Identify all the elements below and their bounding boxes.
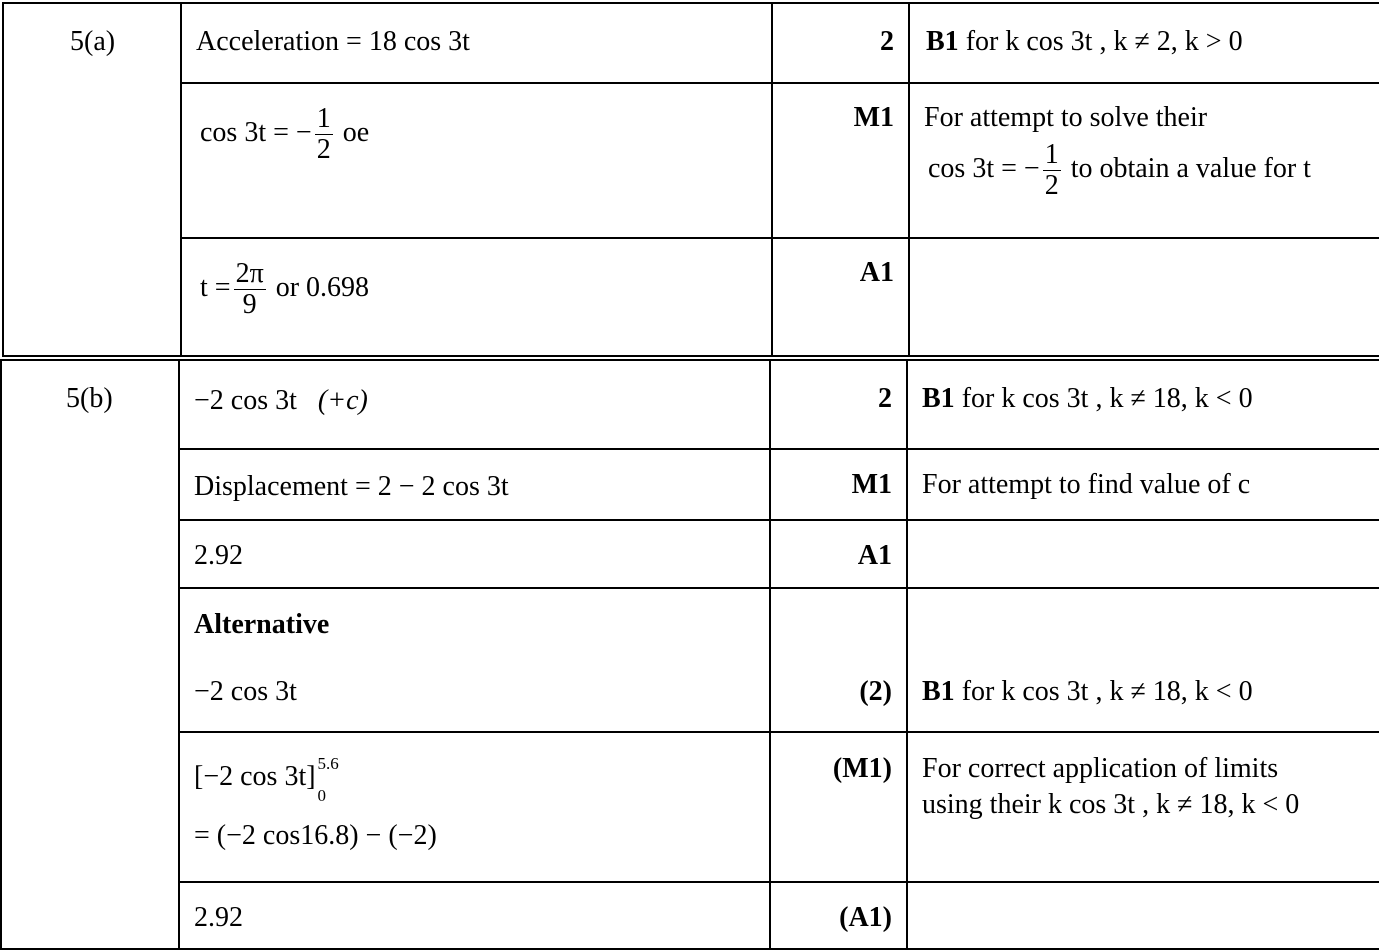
mark-cell: A1 — [857, 540, 892, 571]
question-number: 5(a) — [70, 26, 116, 57]
guidance-cell — [926, 28, 1243, 56]
fraction-numerator: 1 — [316, 103, 331, 134]
fraction — [315, 104, 333, 165]
guidance-cell — [924, 104, 1207, 132]
fraction — [234, 259, 266, 320]
guidance-code: B1 — [926, 26, 959, 57]
guidance-lhs: cos 3t = − — [928, 152, 1040, 184]
integration-constant: (+c) — [317, 385, 368, 416]
mark-cell: (M1) — [832, 753, 892, 784]
answer-lhs: cos 3t = − — [200, 116, 312, 148]
guidance-line: For attempt to solve their — [924, 102, 1208, 133]
mark-cell: 2 — [878, 383, 892, 414]
guidance-code: B1 — [922, 383, 955, 414]
guidance-cell — [922, 385, 1253, 413]
fraction-denominator: 2 — [1044, 170, 1059, 201]
guidance-suffix: to obtain a value for t — [1070, 152, 1311, 184]
answer-cell: = (−2 cos16.8) − (−2) — [194, 820, 437, 851]
answer-expression: = 18 cos 3t — [346, 26, 470, 57]
guidance-cell — [922, 678, 1253, 706]
fraction — [1043, 140, 1061, 201]
fraction-numerator: 2π — [235, 258, 264, 289]
fraction-numerator: 1 — [1044, 139, 1059, 170]
answer-suffix: oe — [342, 116, 370, 148]
question-number: 5(b) — [66, 383, 113, 414]
fraction-denominator: 9 — [234, 289, 266, 320]
answer-cell — [200, 259, 369, 320]
definite-integral-bracket: [−2 cos 3t] — [194, 761, 316, 792]
answer-lhs: t = — [200, 271, 231, 303]
answer-expression: −2 cos 3t — [194, 385, 297, 416]
mark-scheme-table-part-b — [0, 359, 1379, 950]
answer-cell — [194, 387, 368, 415]
guidance-text: for k cos 3t , k ≠ 18, k < 0 — [961, 383, 1253, 414]
mark-cell: (2) — [859, 676, 892, 707]
mark-cell: A1 — [859, 257, 894, 288]
guidance-cell: using their k cos 3t , k ≠ 18, k < 0 — [922, 789, 1300, 820]
mark-cell: (A1) — [839, 902, 892, 933]
integration-limits — [317, 754, 346, 807]
answer-label: Acceleration — [196, 26, 340, 57]
answer-cell — [194, 754, 346, 807]
fraction-denominator: 2 — [316, 134, 331, 165]
mark-scheme-table-part-a — [2, 2, 1379, 357]
mark-cell: M1 — [851, 469, 892, 500]
guidance-cell — [928, 140, 1311, 201]
guidance-text: for k cos 3t , k ≠ 2, k > 0 — [965, 26, 1243, 57]
answer-cell: 2.92 — [194, 902, 243, 933]
answer-cell: Displacement = 2 − 2 cos 3t — [194, 471, 509, 502]
guidance-cell: For attempt to find value of c — [922, 469, 1251, 500]
answer-cell: 2.92 — [194, 540, 243, 571]
guidance-code: B1 — [922, 676, 955, 707]
answer-cell: −2 cos 3t — [194, 676, 297, 707]
guidance-cell: For correct application of limits — [922, 753, 1279, 784]
upper-limit: 5.6 — [317, 754, 339, 773]
answer-cell — [200, 104, 369, 165]
mark-cell: M1 — [853, 102, 894, 133]
answer-cell — [196, 28, 470, 56]
answer-suffix: or 0.698 — [275, 271, 370, 303]
alternative-heading: Alternative — [194, 609, 330, 640]
lower-limit: 0 — [317, 786, 327, 805]
mark-cell: 2 — [880, 26, 894, 57]
guidance-text: for k cos 3t , k ≠ 18, k < 0 — [961, 676, 1253, 707]
